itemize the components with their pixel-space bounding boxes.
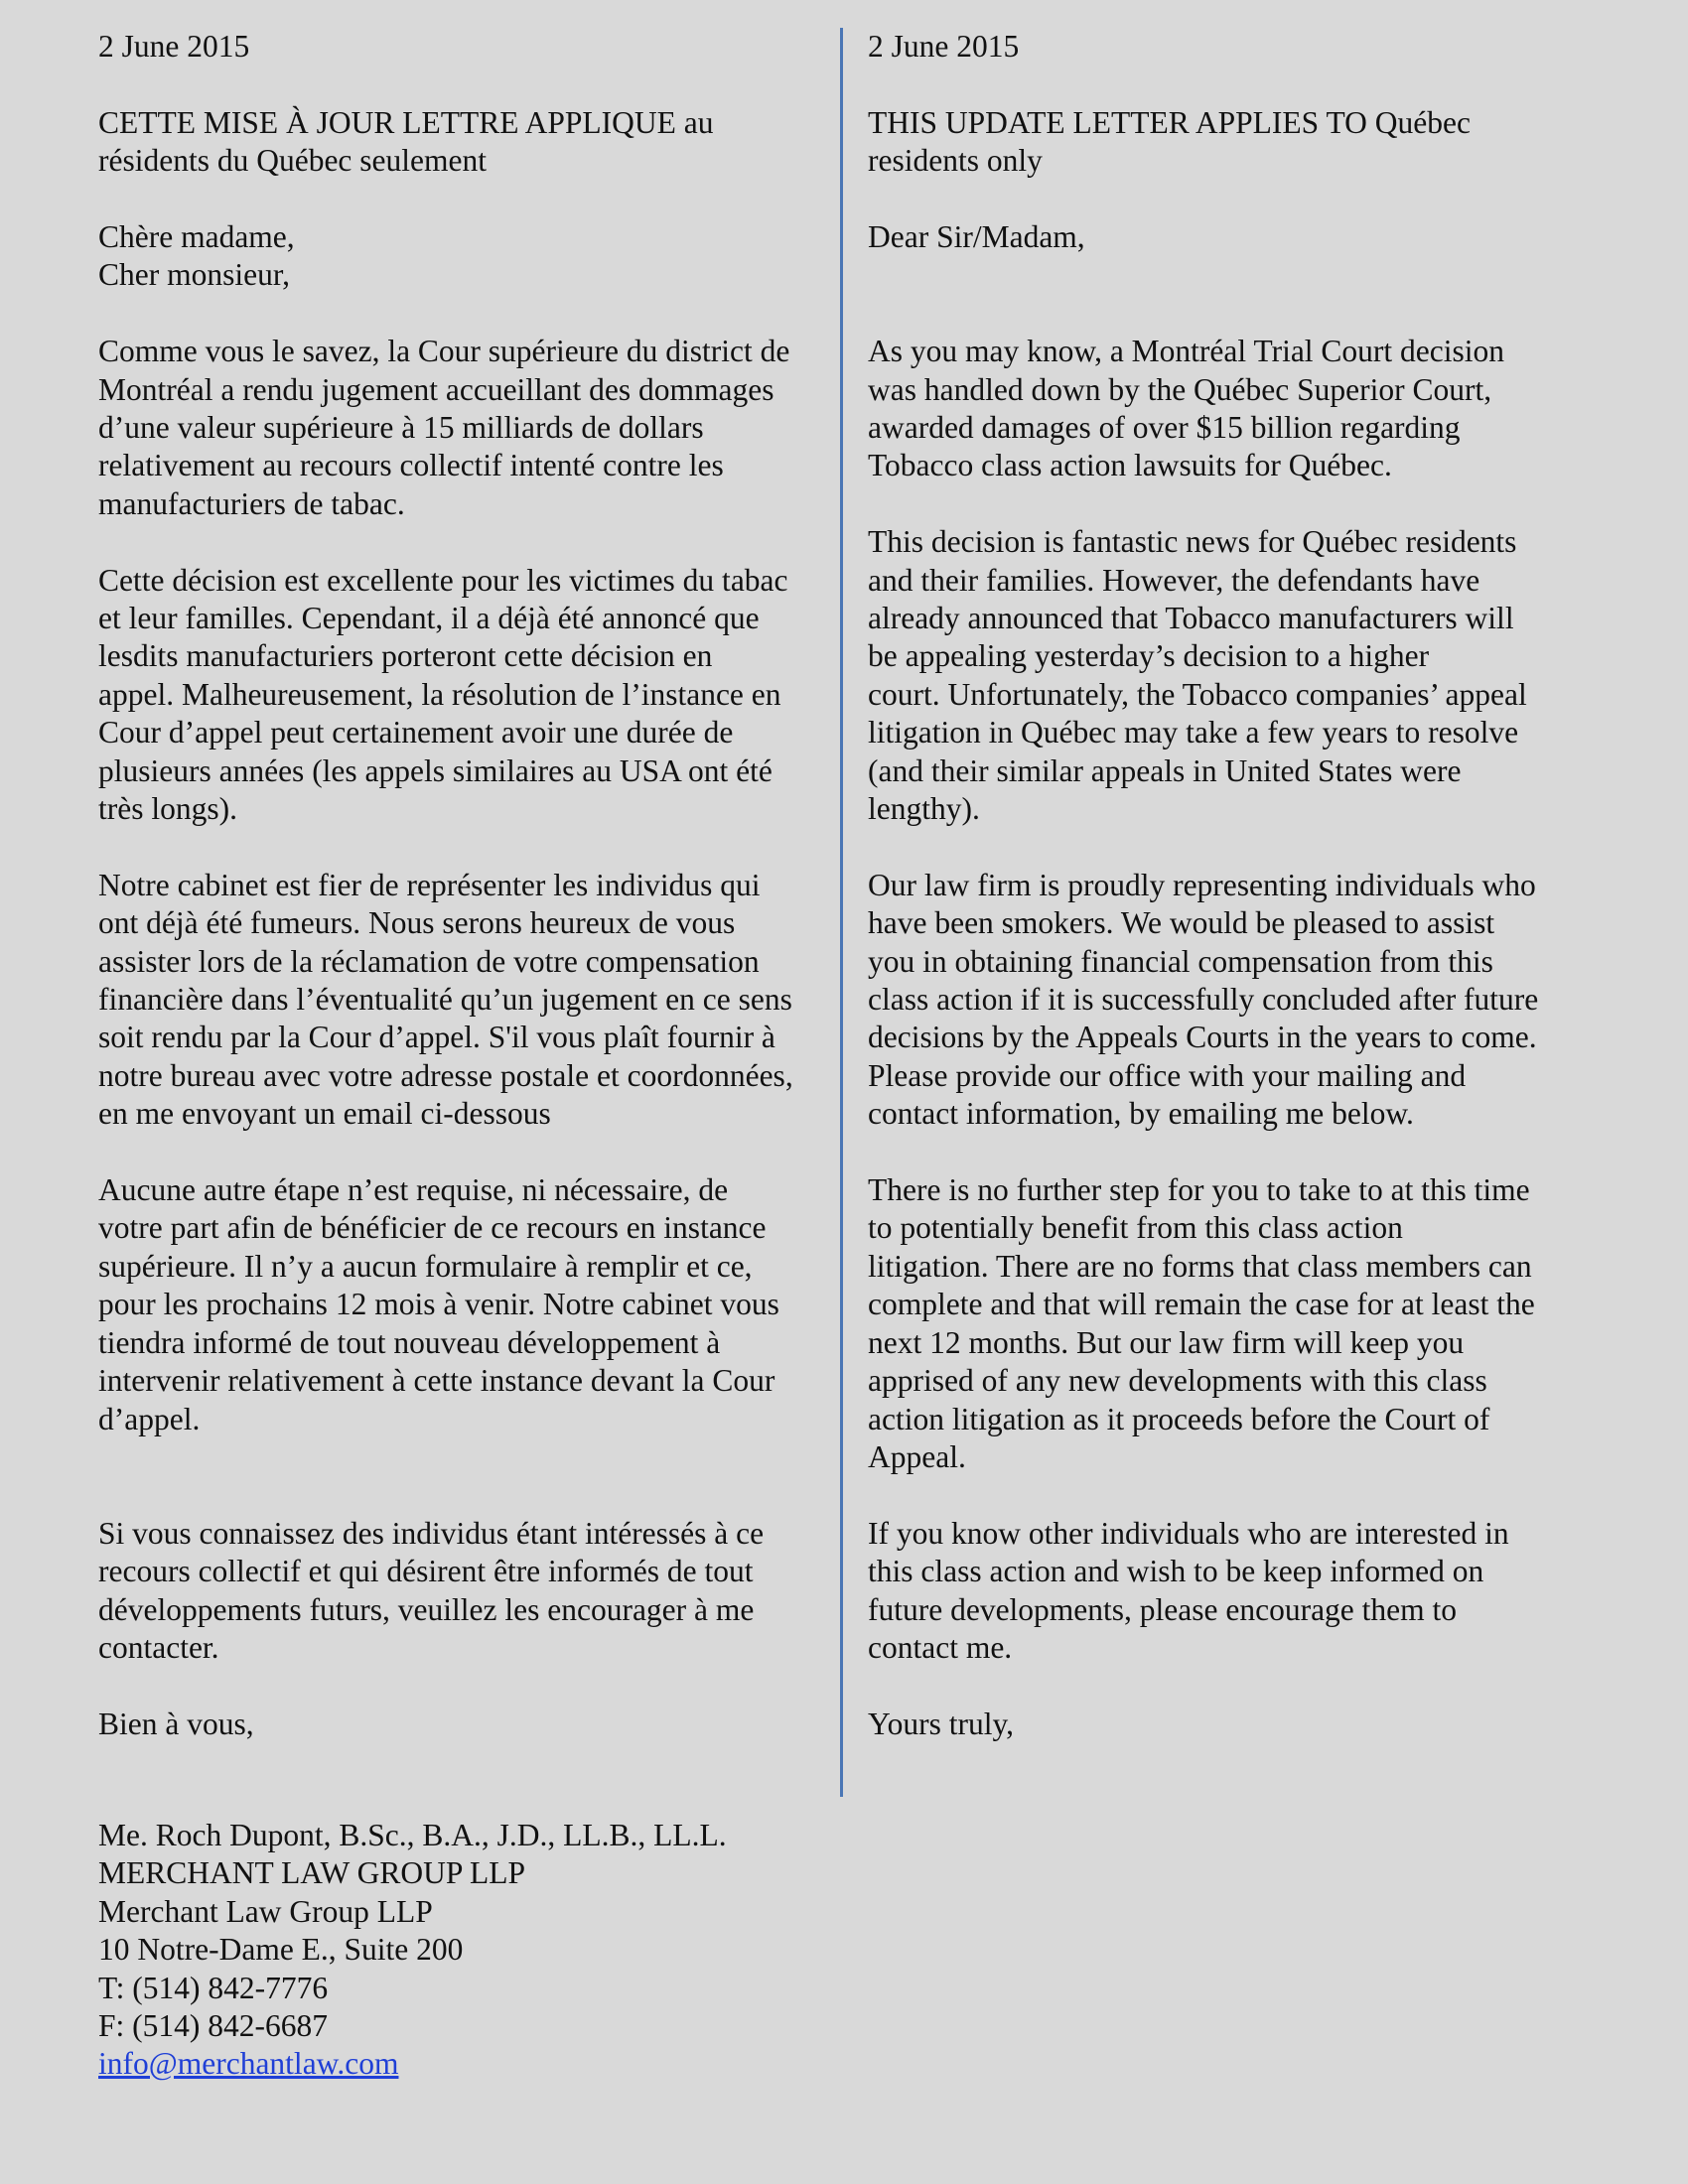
en-paragraph-1 [868, 333, 1603, 485]
en-p1-line: was handled down by the Québec Superior Court, [868, 371, 1492, 407]
fr-date-text: 2 June 2015 [98, 29, 250, 64]
en-paragraph-4 [868, 1171, 1603, 1476]
en-p2-line: already announced that Tobacco manufacturers will [868, 601, 1514, 636]
en-salutation [868, 218, 1603, 256]
en-p2-line: (and their similar appeals in United States were [868, 752, 1462, 788]
en-p2-line: This decision is fantastic news for Québec residents [868, 524, 1517, 560]
fr-p3-line: financière dans l’éventualité qu’un jugement en ce sens [98, 982, 792, 1018]
fr-p3-line: notre bureau avec votre adresse postale et coordonnées, [98, 1057, 793, 1093]
fr-p1-line: Comme vous le savez, la Cour supérieure du district de [98, 334, 790, 369]
fr-p2-line: et leur familles. Cependant, il a déjà été annoncé que [98, 601, 760, 636]
fr-heading-line: CETTE MISE À JOUR LETTRE APPLIQUE au [98, 104, 714, 140]
en-p5-line: this class action and wish to be keep informed on [868, 1554, 1484, 1589]
en-closing-text: Yours truly, [868, 1706, 1015, 1741]
en-p2-line: and their families. However, the defendants have [868, 562, 1480, 598]
fr-p5-line: développements futurs, veuillez les encourager à me [98, 1591, 755, 1627]
en-p2-line: court. Unfortunately, the Tobacco companies’ appeal [868, 676, 1527, 712]
fr-paragraph-3 [98, 867, 845, 1134]
signature-name: Me. Roch Dupont, B.Sc., B.A., J.D., LL.B., LL.L. [98, 1818, 727, 1852]
fr-p3-line: soit rendu par la Cour d’appel. S'il vous plaît fournir à [98, 1020, 775, 1055]
en-p4-line: to potentially benefit from this class action [868, 1210, 1403, 1246]
fr-p1-line: relativement au recours collectif intenté contre les [98, 448, 724, 483]
fr-p1-line: manufacturiers de tabac. [98, 485, 405, 521]
signature-address: 10 Notre-Dame E., Suite 200 [98, 1932, 464, 1968]
fr-closing-text: Bien à vous, [98, 1706, 254, 1741]
en-heading-line: THIS UPDATE LETTER APPLIES TO Québec [868, 104, 1471, 140]
en-p3-line: class action if it is successfully concluded after future [868, 982, 1539, 1018]
fr-p5-line: contacter. [98, 1629, 219, 1665]
fr-p3-line: assister lors de la réclamation de votre compensation [98, 943, 760, 979]
en-p2-line: lengthy). [868, 791, 980, 827]
fr-paragraph-5 [98, 1515, 845, 1668]
fr-p3-line: Notre cabinet est fier de représenter les individus qui [98, 867, 761, 902]
en-heading-line: residents only [868, 143, 1043, 179]
fr-p4-line: tiendra informé de tout nouveau développement à [98, 1324, 721, 1360]
fr-p2-line: appel. Malheureusement, la résolution de l’instance en [98, 676, 781, 712]
en-heading [868, 104, 1603, 181]
fr-p3-line: en me envoyant un email ci-dessous [98, 1096, 551, 1132]
french-column [98, 28, 845, 1743]
signature-block [98, 1817, 727, 2084]
en-paragraph-2 [868, 523, 1603, 828]
en-p1-line: awarded damages of over $15 billion regarding [868, 410, 1461, 445]
fr-salutation-line: Cher monsieur, [98, 257, 290, 293]
en-p2-line: be appealing yesterday’s decision to a higher [868, 638, 1430, 674]
en-p3-line: decisions by the Appeals Courts in the years to come. [868, 1020, 1537, 1055]
fr-closing [98, 1706, 845, 1743]
en-paragraph-3 [868, 867, 1603, 1134]
fr-p2-line: plusieurs années (les appels similaires au USA ont été [98, 752, 773, 788]
fr-p2-line: très longs). [98, 791, 237, 827]
en-p3-line: Our law firm is proudly representing individuals who [868, 867, 1536, 902]
en-p4-line: litigation. There are no forms that class members can [868, 1248, 1532, 1284]
en-p5-line: contact me. [868, 1629, 1013, 1665]
fr-p5-line: Si vous connaissez des individus étant intéressés à ce [98, 1515, 765, 1551]
en-salutation-line: Dear Sir/Madam, [868, 218, 1085, 254]
fr-heading [98, 104, 845, 181]
signature-phone: T: (514) 842-7776 [98, 1970, 329, 2005]
fr-p4-line: pour les prochains 12 mois à venir. Notre cabinet vous [98, 1287, 779, 1322]
en-p3-line: have been smokers. We would be pleased to assist [868, 905, 1495, 941]
en-p4-line: Appeal. [868, 1438, 966, 1474]
en-date [868, 28, 1603, 66]
fr-salutation [98, 218, 845, 295]
email-link[interactable]: info@merchantlaw.com [98, 2046, 399, 2082]
fr-p1-line: d’une valeur supérieure à 15 milliards de dollars [98, 410, 704, 445]
en-p3-line: you in obtaining financial compensation from this [868, 943, 1493, 979]
fr-p4-line: Aucune autre étape n’est requise, ni nécessaire, de [98, 1172, 729, 1208]
en-p4-line: There is no further step for you to take to at this time [868, 1172, 1530, 1208]
en-p5-line: future developments, please encourage them to [868, 1591, 1458, 1627]
signature-email-row [98, 2045, 727, 2083]
fr-date [98, 28, 845, 66]
fr-p2-line: Cour d’appel peut certainement avoir une durée de [98, 715, 734, 751]
signature-firm: Merchant Law Group LLP [98, 1893, 433, 1929]
en-paragraph-5 [868, 1515, 1603, 1668]
fr-p4-line: d’appel. [98, 1401, 201, 1436]
fr-p3-line: ont déjà été fumeurs. Nous serons heureux de vous [98, 905, 736, 941]
signature-firm-upper: MERCHANT LAW GROUP LLP [98, 1855, 526, 1891]
english-column [868, 28, 1603, 1743]
en-p4-line: apprised of any new developments with this class [868, 1363, 1487, 1399]
fr-p5-line: recours collectif et qui désirent être informés de tout [98, 1554, 754, 1589]
fr-p2-line: Cette décision est excellente pour les victimes du tabac [98, 562, 788, 598]
fr-paragraph-4 [98, 1171, 845, 1438]
fr-p1-line: Montréal a rendu jugement accueillant des dommages [98, 371, 774, 407]
en-p2-line: litigation in Québec may take a few years to resolve [868, 715, 1519, 751]
en-p3-line: Please provide our office with your mailing and [868, 1057, 1467, 1093]
en-p4-line: next 12 months. But our law firm will keep you [868, 1324, 1465, 1360]
fr-p4-line: votre part afin de bénéficier de ce recours en instance [98, 1210, 767, 1246]
en-date-text: 2 June 2015 [868, 29, 1020, 64]
signature-fax: F: (514) 842-6687 [98, 2008, 328, 2044]
en-p1-line: As you may know, a Montréal Trial Court decision [868, 334, 1505, 369]
en-p4-line: complete and that will remain the case for at least the [868, 1287, 1535, 1322]
fr-heading-line: résidents du Québec seulement [98, 143, 487, 179]
fr-p2-line: lesdits manufacturiers porteront cette décision en [98, 638, 713, 674]
fr-p4-line: supérieure. Il n’y a aucun formulaire à remplir et ce, [98, 1248, 753, 1284]
en-closing [868, 1706, 1603, 1743]
fr-salutation-line: Chère madame, [98, 218, 295, 254]
fr-paragraph-1 [98, 333, 845, 523]
en-p4-line: action litigation as it proceeds before the Court of [868, 1401, 1490, 1436]
fr-p4-line: intervenir relativement à cette instance devant la Cour [98, 1363, 775, 1399]
fr-paragraph-2 [98, 562, 845, 829]
en-p1-line: Tobacco class action lawsuits for Québec. [868, 448, 1392, 483]
en-p3-line: contact information, by emailing me below. [868, 1096, 1414, 1132]
en-p5-line: If you know other individuals who are interested in [868, 1515, 1509, 1551]
column-divider [840, 28, 843, 1797]
